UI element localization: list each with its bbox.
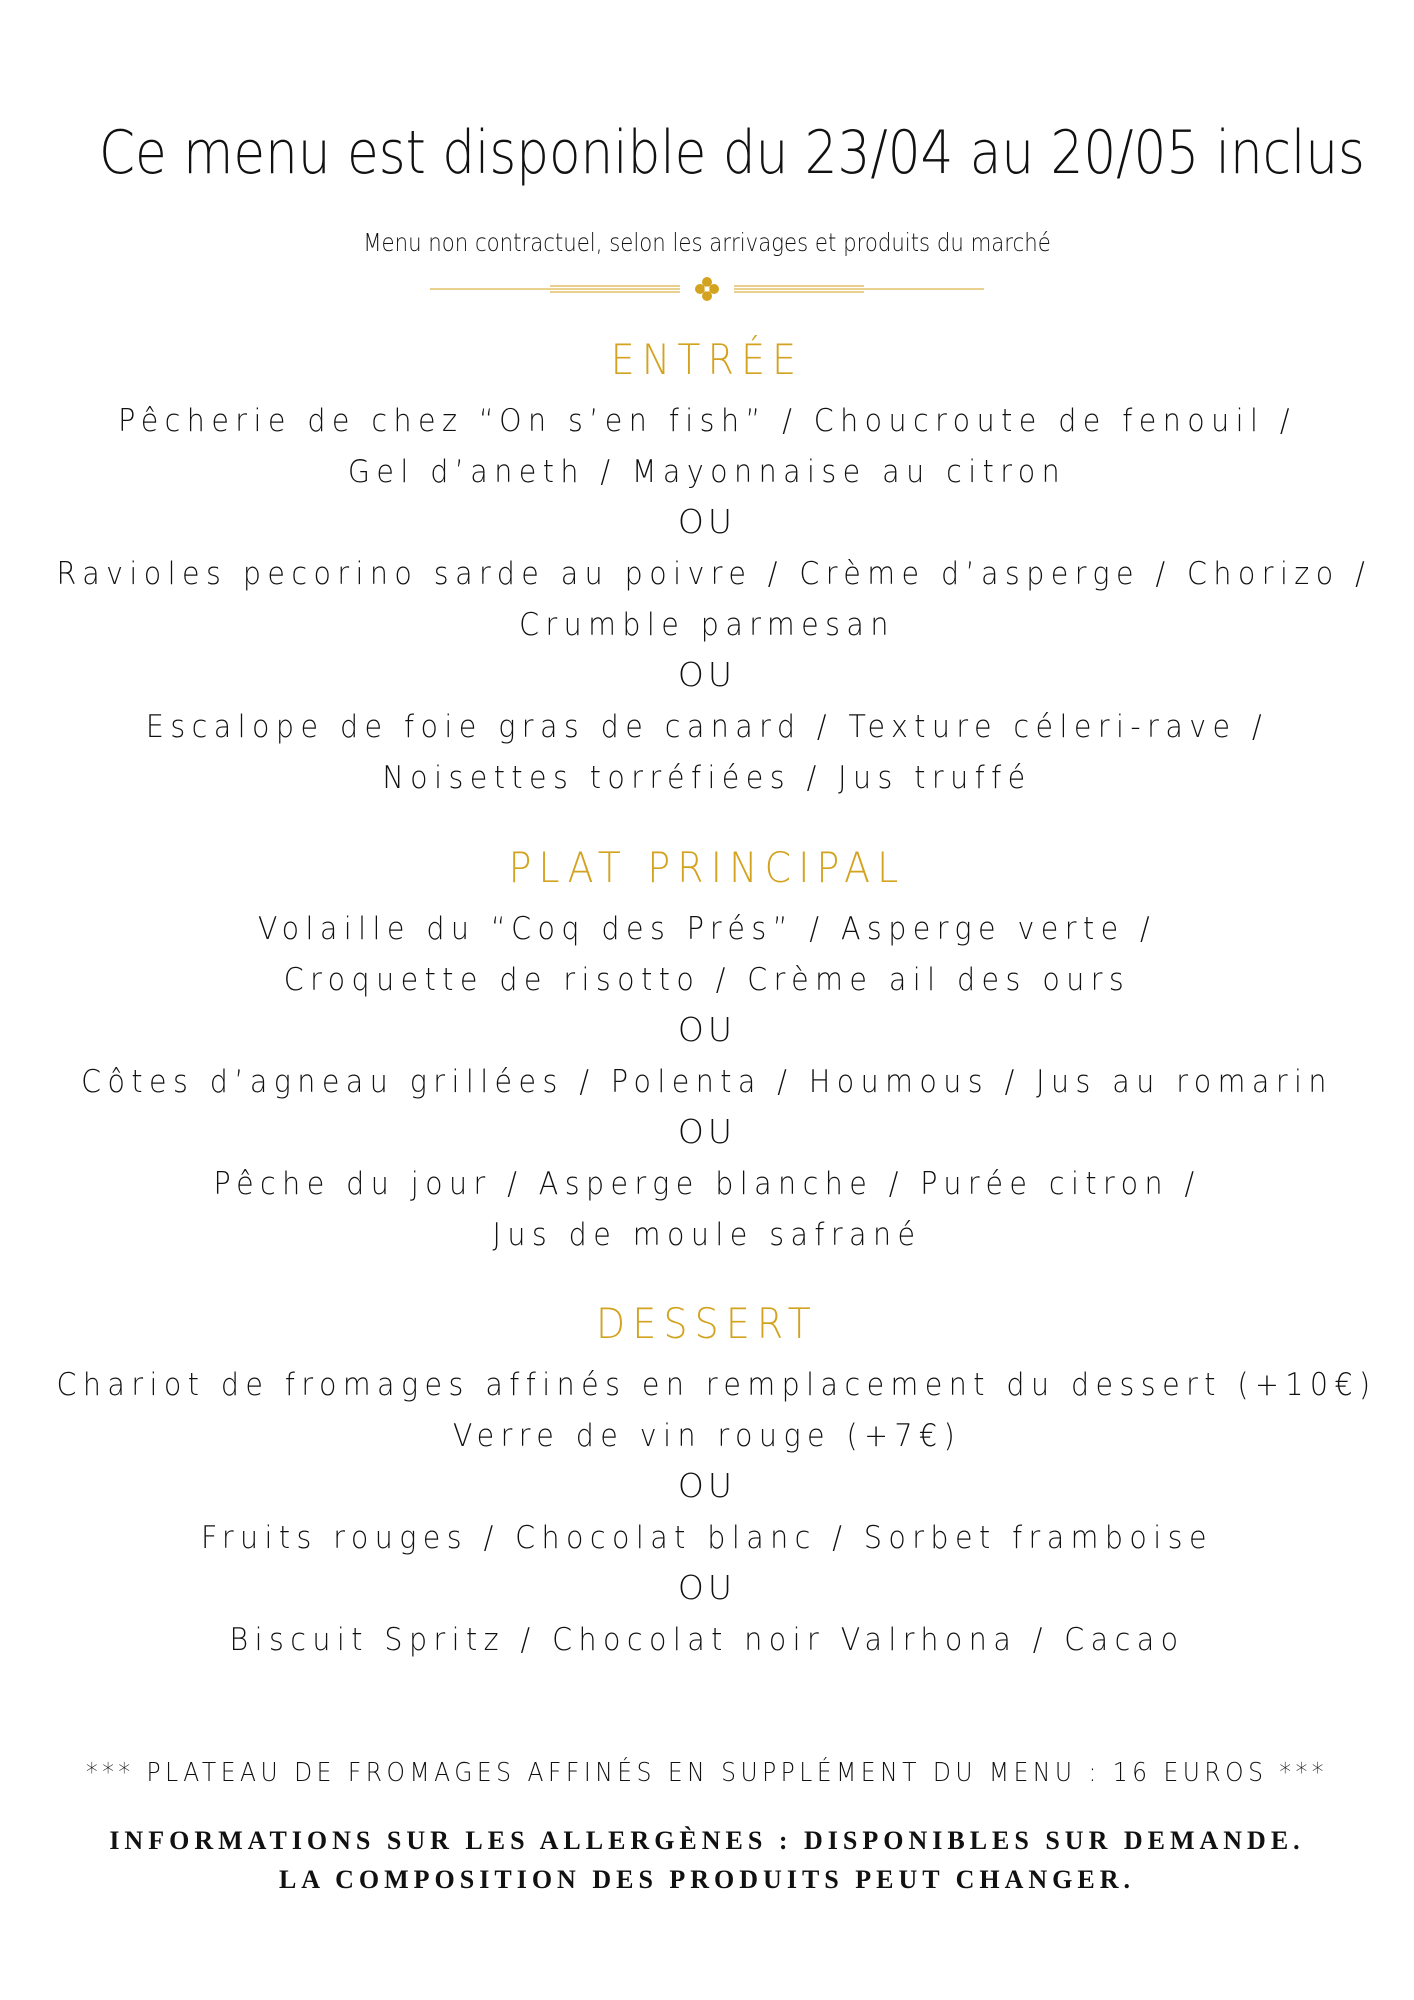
menu-item-line: Crumble parmesan (519, 607, 895, 643)
menu-item-line: Escalope de foie gras de canard / Texture céleri-rave / (145, 709, 1269, 745)
menu-item-line: Fruits rouges / Chocolat blanc / Sorbet framboise (201, 1520, 1213, 1556)
menu-item-line: Noisettes torréfiées / Jus truffé (382, 760, 1032, 796)
menu-item-line: Pêche du jour / Asperge blanche / Purée citron / (213, 1166, 1201, 1202)
section-title-dessert: DESSERT (596, 1299, 818, 1348)
page-subtitle: Menu non contractuel, selon les arrivages et produits du marché (363, 228, 1051, 257)
menu-item-line: Gel d’aneth / Mayonnaise au citron (347, 454, 1067, 490)
or-separator: OU (677, 1568, 737, 1607)
composition-notice: LA COMPOSITION DES PRODUITS PEUT CHANGER. (278, 1865, 1136, 1894)
section-title-plat: PLAT PRINCIPAL (508, 843, 906, 892)
menu-item-line: Jus de moule safrané (492, 1217, 922, 1253)
menu-item-line: Ravioles pecorino sarde au poivre / Crème d’asperge / Chorizo / (56, 556, 1372, 592)
menu-item-line: Biscuit Spritz / Chocolat noir Valrhona / Cacao (229, 1622, 1185, 1658)
menu-item-line: Chariot de fromages affinés en remplacement du dessert (+10€) (56, 1367, 1377, 1403)
menu-item-line: Volaille du “Coq des Prés” / Asperge verte / (257, 911, 1157, 947)
cheese-supplement-note: *** PLATEAU DE FROMAGES AFFINÉS EN SUPPLÉMENT DU MENU : 16 EUROS *** (86, 1758, 1328, 1788)
or-separator: OU (677, 1466, 737, 1505)
or-separator: OU (677, 1010, 737, 1049)
menu-item-line: Croquette de risotto / Crème ail des ours (283, 962, 1131, 998)
or-separator: OU (677, 655, 737, 694)
menu-item-line: Verre de vin rouge (+7€) (452, 1418, 962, 1454)
or-separator: OU (677, 502, 737, 541)
ornament-divider-icon (430, 276, 984, 302)
menu-item-line: Pêcherie de chez “On s’en fish” / Choucroute de fenouil / (118, 403, 1296, 439)
menu-item-line: Côtes d’agneau grillées / Polenta / Houmous / Jus au romarin (81, 1064, 1333, 1100)
page-title: Ce menu est disponible du 23/04 au 20/05 inclus (98, 118, 1365, 188)
or-separator: OU (677, 1112, 737, 1151)
section-title-entree: ENTRÉE (610, 335, 804, 384)
allergen-notice: INFORMATIONS SUR LES ALLERGÈNES : DISPONIBLES SUR DEMANDE. (109, 1826, 1305, 1855)
